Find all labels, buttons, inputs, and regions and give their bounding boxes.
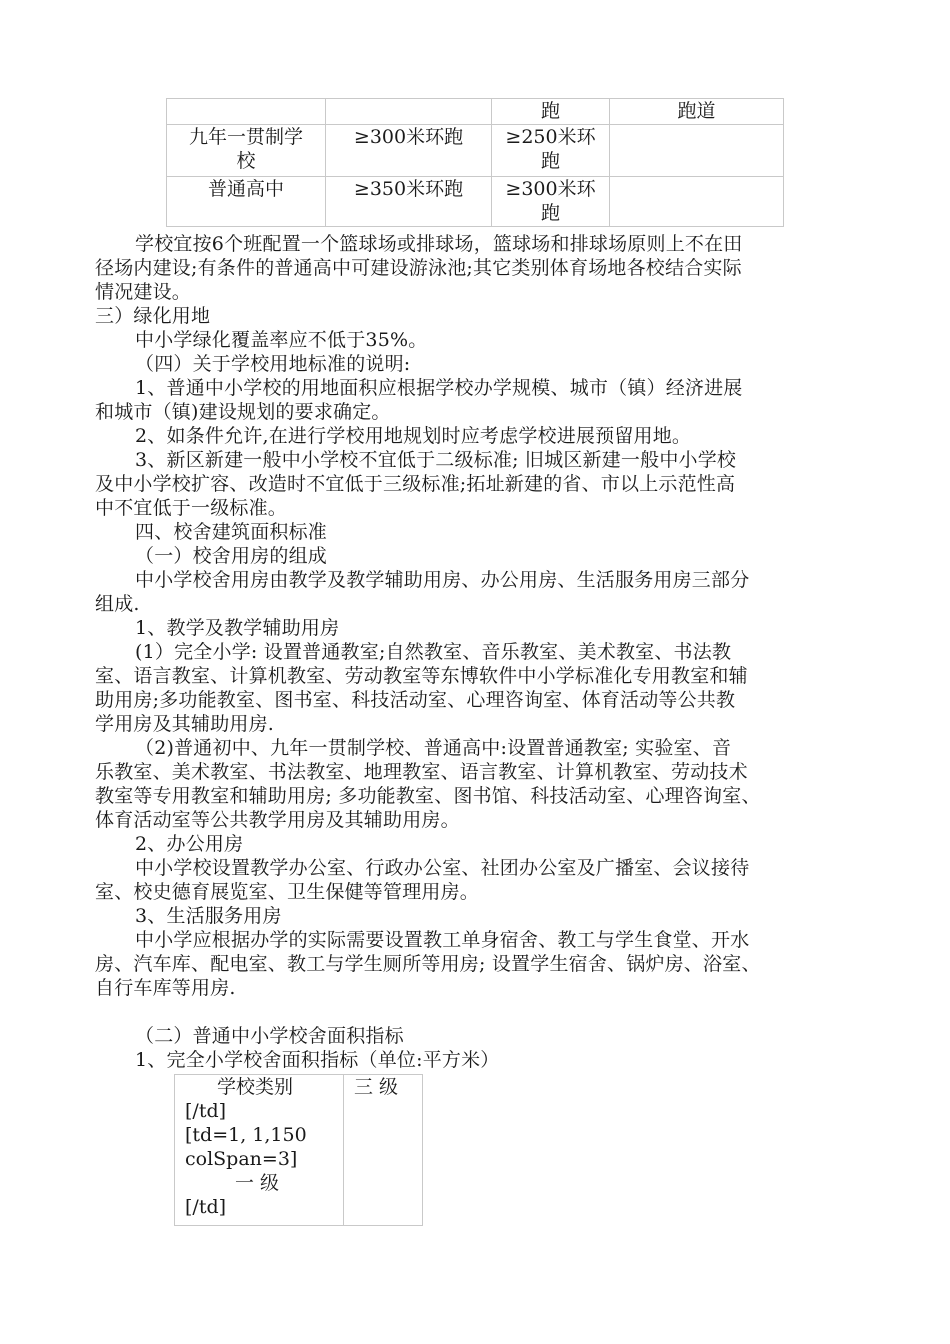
table-row xyxy=(167,177,784,227)
cell-text: colSpan=3] xyxy=(185,1148,298,1170)
paragraph-line: 1、普通中小学校的用地面积应根据学校办学规模、城市（镇）经济进展 xyxy=(135,377,743,399)
paragraph-line: 学用房及其辅助用房. xyxy=(95,713,275,735)
school-area-table xyxy=(174,1074,423,1226)
paragraph-line: 学校宜按6个班配置一个篮球场或排球场，篮球场和排球场原则上不在田 xyxy=(135,233,743,255)
table-row xyxy=(167,125,784,177)
section-heading: （一）校舍用房的组成 xyxy=(135,545,328,567)
table-cell: ≥300米环跑 xyxy=(326,125,492,177)
table-cell xyxy=(610,125,784,177)
paragraph-line: 乐教室、美术教室、书法教室、地理教室、语言教室、计算机教室、劳动技术 xyxy=(95,761,748,783)
table-cell xyxy=(326,99,492,125)
table-cell: 跑道 xyxy=(610,99,784,125)
paragraph-line: 房、汽车库、配电室、教工与学生厕所等用房; 设置学生宿舍、锅炉房、浴室、 xyxy=(95,953,761,975)
table-cell: 普通高中 xyxy=(167,177,326,227)
table-cell: 跑 xyxy=(492,99,610,125)
paragraph-line: 情况建设。 xyxy=(95,281,192,303)
paragraph-line: 助用房;多功能教室、图书室、科技活动室、心理咨询室、体育活动等公共教 xyxy=(95,689,736,711)
paragraph-line: 体育活动室等公共教学用房及其辅助用房。 xyxy=(95,809,460,831)
cell-text: [/td] xyxy=(185,1100,227,1122)
paragraph-line: 教室等专用教室和辅助用房; 多功能教室、图书馆、科技活动室、心理咨询室、 xyxy=(95,785,761,807)
cell-text: [/td] xyxy=(185,1196,227,1218)
paragraph-line: 中小学应根据办学的实际需要设置教工单身宿舍、教工与学生食堂、开水 xyxy=(135,929,750,951)
cell-text: 跑 xyxy=(540,150,560,172)
paragraph-line: 及中小学校扩容、改造时不宜低于三级标准;拓址新建的省、市以上示范性高 xyxy=(95,473,736,495)
paragraph-line: (1）完全小学: 设置普通教室;自然教室、音乐教室、美术教室、书法教 xyxy=(135,641,732,663)
paragraph-line: 中小学校设置教学办公室、行政办公室、社团办公室及广播室、会议接待 xyxy=(135,857,750,879)
section-heading: （二）普通中小学校舍面积指标 xyxy=(135,1025,404,1047)
cell-text: 校 xyxy=(236,150,256,172)
paragraph-line: 室、语言教室、计算机教室、劳动教室等东博软件中小学标准化专用教室和辅 xyxy=(95,665,748,687)
section-heading: 四、校舍建筑面积标准 xyxy=(135,521,328,543)
table-row xyxy=(175,1075,423,1226)
cell-text: 一 级 xyxy=(235,1172,280,1194)
paragraph-line: （2)普通初中、九年一贯制学校、普通高中:设置普通教室; 实验室、音 xyxy=(135,737,732,759)
cell-text: ≥300米环 xyxy=(505,178,596,200)
paragraph-line: 中不宜低于一级标准。 xyxy=(95,497,288,519)
paragraph-line: 3、新区新建一般中小学校不宜低于二级标准; 旧城区新建一般中小学校 xyxy=(135,449,737,471)
paragraph-line: 中小学绿化覆盖率应不低于35%。 xyxy=(135,329,428,351)
paragraph-line: 组成. xyxy=(95,593,140,615)
table-cell xyxy=(344,1075,423,1226)
sports-field-table xyxy=(166,98,784,227)
table-cell xyxy=(610,177,784,227)
cell-text: [td=1, 1,150 xyxy=(185,1124,307,1146)
table-row xyxy=(167,99,784,125)
table-cell xyxy=(492,125,610,177)
cell-text: 学校类别 xyxy=(217,1076,294,1098)
table-cell xyxy=(167,125,326,177)
section-heading: 2、办公用房 xyxy=(135,833,244,855)
paragraph-line: 中小学校舍用房由教学及教学辅助用房、办公用房、生活服务用房三部分 xyxy=(135,569,750,591)
paragraph-line: 1、完全小学校舍面积指标（单位:平方米） xyxy=(135,1049,500,1071)
paragraph-line: 室、校史德育展览室、卫生保健等管理用房。 xyxy=(95,881,480,903)
section-heading: 3、生活服务用房 xyxy=(135,905,282,927)
section-heading: （四）关于学校用地标准的说明: xyxy=(135,353,411,375)
table-cell: ≥350米环跑 xyxy=(326,177,492,227)
cell-text: ≥250米环 xyxy=(505,126,596,148)
paragraph-line: 自行车库等用房. xyxy=(95,977,236,999)
section-heading: 1、教学及教学辅助用房 xyxy=(135,617,340,639)
table-cell xyxy=(175,1075,344,1226)
cell-text: 三 级 xyxy=(354,1076,399,1098)
section-heading: 三）绿化用地 xyxy=(95,305,211,327)
table-cell xyxy=(492,177,610,227)
paragraph-line: 2、如条件允许,在进行学校用地规划时应考虑学校进展预留用地。 xyxy=(135,425,692,447)
cell-text: 跑 xyxy=(540,202,560,224)
paragraph-line: 和城市（镇)建设规划的要求确定。 xyxy=(95,401,391,423)
table-cell xyxy=(167,99,326,125)
cell-text: 九年一贯制学 xyxy=(188,126,303,148)
paragraph-line: 径场内建设;有条件的普通高中可建设游泳池;其它类别体育场地各校结合实际 xyxy=(95,257,742,279)
